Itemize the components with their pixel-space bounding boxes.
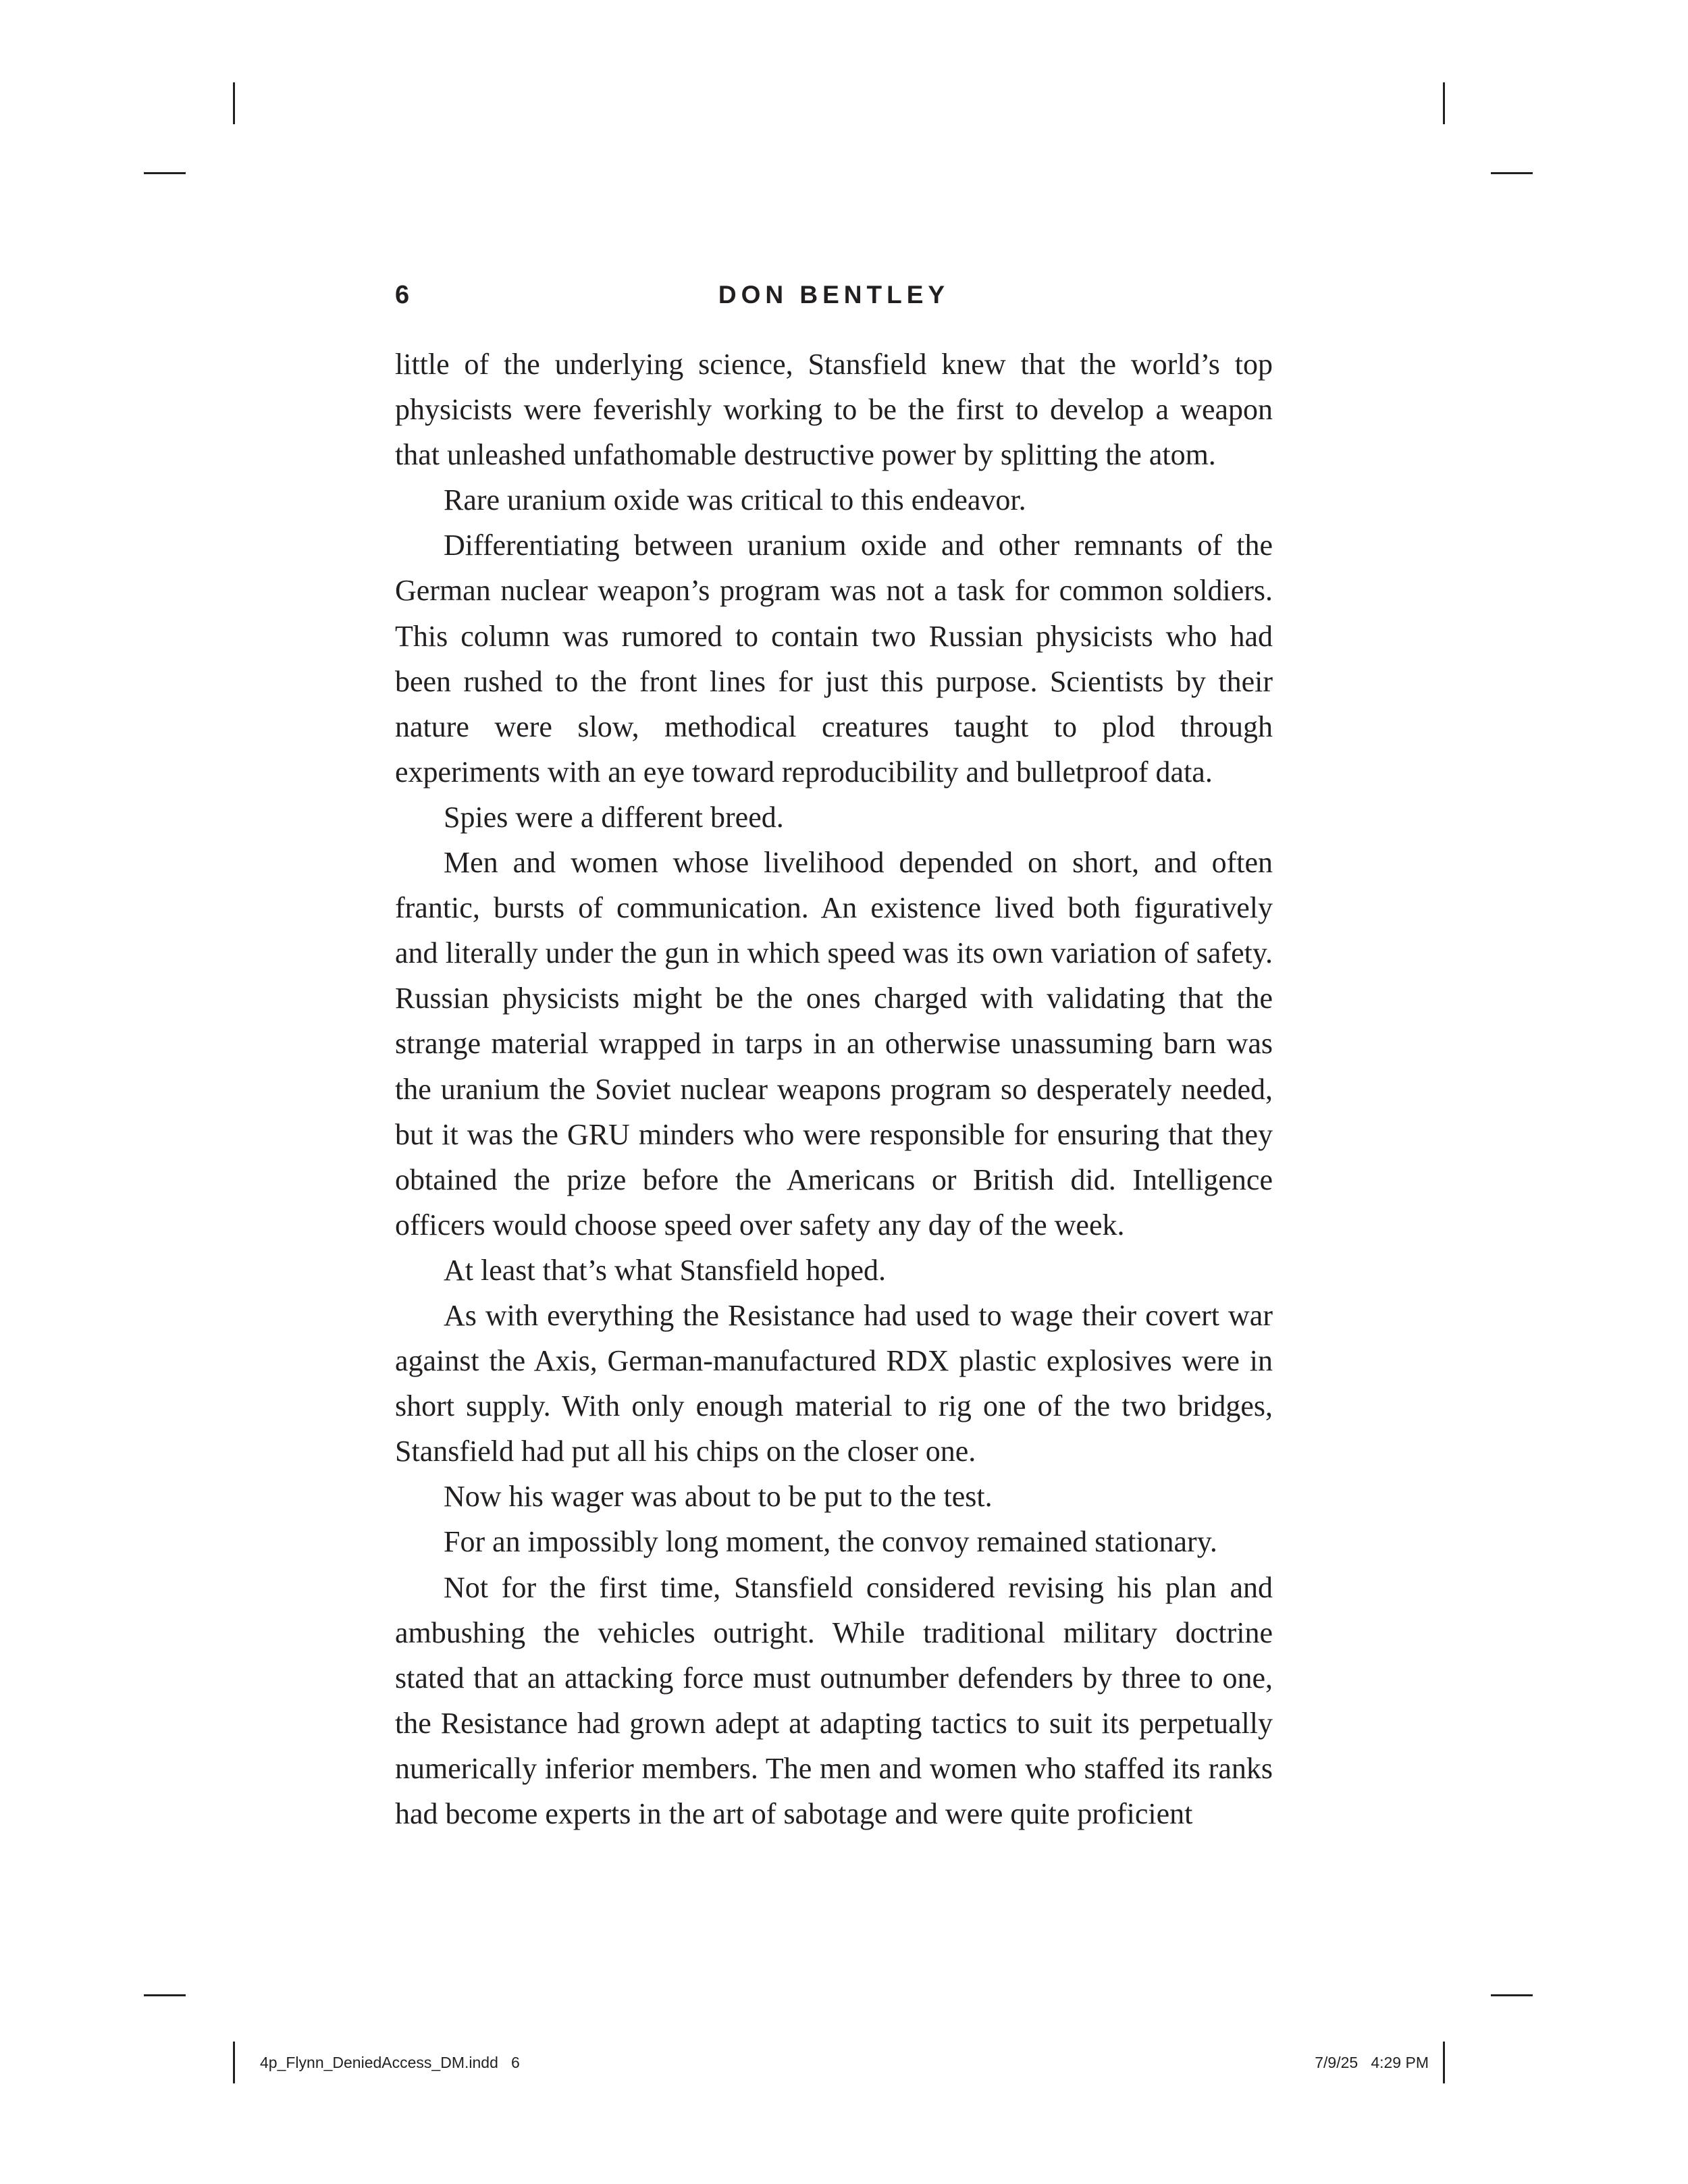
running-head bbox=[395, 278, 1273, 319]
crop-mark-top-left-horizontal bbox=[144, 172, 186, 174]
paragraph: little of the underlying science, Stansfield knew that the world’s top physicists were feverishly working to be the first to develop a weapon that unleashed unfathomable destructive power by splitting the atom. bbox=[395, 348, 1273, 472]
crop-mark-top-left-vertical bbox=[233, 82, 235, 124]
crop-mark-bottom-left-horizontal bbox=[144, 1994, 186, 1996]
paragraph: Spies were a different breed. bbox=[444, 800, 784, 834]
crop-mark-top-right-horizontal bbox=[1491, 172, 1533, 174]
crop-mark-bottom-left-vertical bbox=[233, 2042, 235, 2083]
paragraph: Men and women whose livelihood depended on short, and often frantic, bursts of communication. An existence lived both figuratively and literally under the gun in which speed was its own variation of safety. Russian physicists might be the ones charged with validating that the strange material wrapped in tarps in an otherwise unassuming barn was the uranium the Soviet nuclear weapons program so desperately needed, but it was the GRU minders who were responsible for ensuring that they obtained the prize before the Americans or British did. Intelligence officers would choose speed over safety any day of the week. bbox=[395, 846, 1273, 1242]
paragraph: As with everything the Resistance had used to wage their covert war against the Axis, German-manufactured RDX plastic explosives were in short supply. With only enough material to rig one of the two bridges, Stansfield had put all his chips on the closer one. bbox=[395, 1298, 1273, 1468]
paragraph: Now his wager was about to be put to the test. bbox=[444, 1480, 993, 1514]
slug-date-time: 7/9/25 4:29 PM bbox=[1315, 2054, 1429, 2071]
slug-file-name: 4p_Flynn_DeniedAccess_DM.indd 6 bbox=[260, 2054, 520, 2071]
page-number: 6 bbox=[395, 281, 411, 309]
paragraph: Rare uranium oxide was critical to this endeavor. bbox=[444, 483, 1026, 517]
paragraph: Differentiating between uranium oxide and other remnants of the German nuclear weapon’s program was not a task for common soldiers. This column was rumored to contain two Russian physicists who had been rushed to the front lines for just this purpose. Scientists by their nature were slow, methodical creatures taught to plod through experiments with an eye toward reproducibility and bulletproof data. bbox=[395, 529, 1273, 789]
body-text bbox=[395, 342, 1273, 1836]
crop-mark-top-right-vertical bbox=[1443, 82, 1445, 124]
paragraph: Not for the first time, Stansfield considered revising his plan and ambushing the vehicles outright. While traditional military doctrine stated that an attacking force must outnumber defenders by three to one, the Resistance had grown adept at adapting tactics to suit its perpetually numerically inferior members. The men and women who staffed its ranks had become experts in the art of sabotage and were quite proficient bbox=[395, 1570, 1273, 1830]
author-name: DON BENTLEY bbox=[718, 281, 950, 309]
crop-mark-bottom-right-vertical bbox=[1443, 2042, 1445, 2083]
crop-mark-bottom-right-horizontal bbox=[1491, 1994, 1533, 1996]
paragraph: For an impossibly long moment, the convoy remained stationary. bbox=[444, 1525, 1217, 1559]
paragraph: At least that’s what Stansfield hoped. bbox=[444, 1253, 886, 1287]
